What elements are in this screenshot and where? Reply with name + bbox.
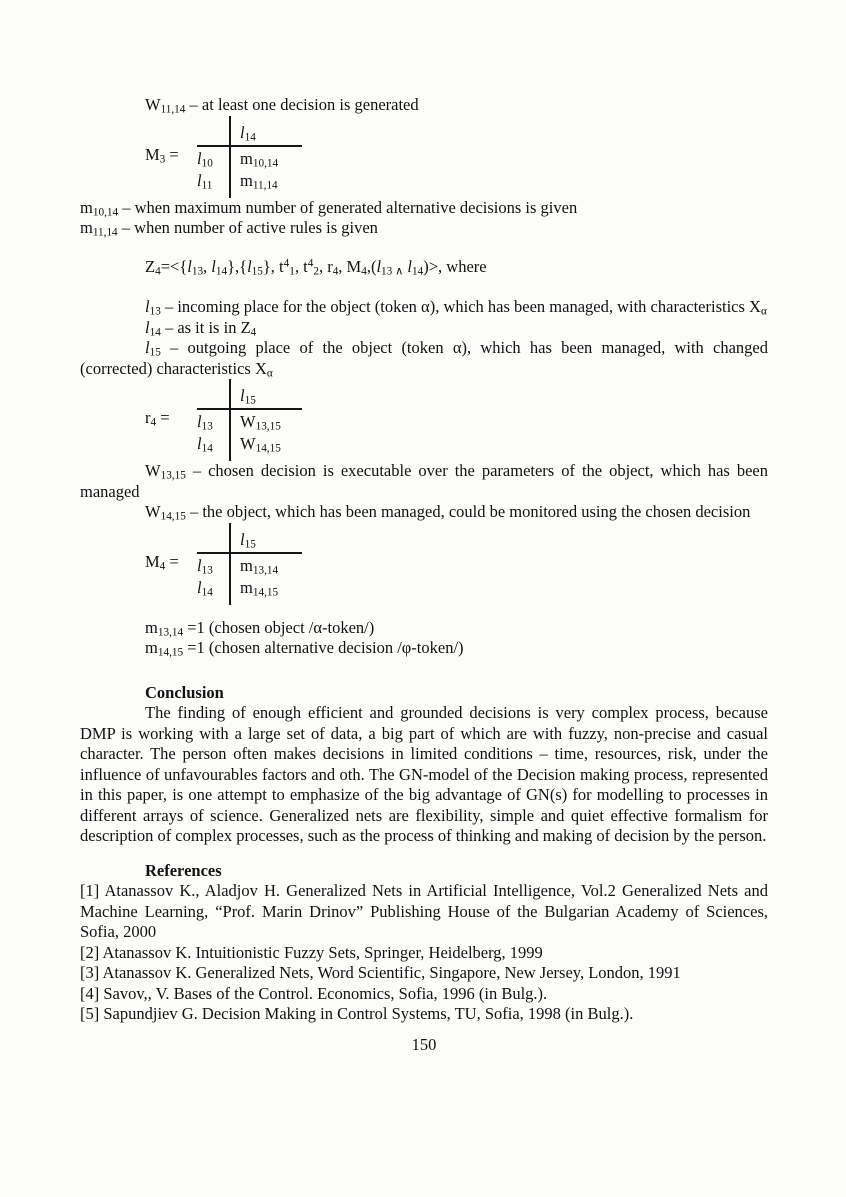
reference-item: [2] Atanassov K. Intuitionistic Fuzzy Sets, Springer, Heidelberg, 1999 (80, 942, 543, 962)
matrix-m4 (145, 523, 768, 605)
matrix-row (197, 146, 302, 169)
matrix-m3-label: $M_3$ = (145, 144, 179, 165)
page-number: 150 (411, 1034, 437, 1054)
reference-item: [3] Atanassov K. Generalized Nets, Word Scientific, Singapore, New Jersey, London, 1991 (80, 963, 681, 982)
w14-15-description: $W_{14,15}$ – the object, which has been managed, could be monitored using the chosen decision (145, 502, 751, 523)
references-list (80, 881, 768, 1025)
matrix-col-header: $l_{15}$ (230, 379, 302, 409)
matrix-row-value: $W_{13,15}$ (230, 409, 302, 432)
matrix-r4-table (197, 379, 302, 461)
matrix-row-place: $l_{10}$ (197, 148, 213, 169)
matrix-row-value: $m_{10,14}$ (230, 146, 302, 169)
l13-description: $l_{13}$ – incoming place for the object (token α), which has been managed, with characteristics $X_\alpha$ (145, 297, 767, 318)
reference-item: [4] Savov,, V. Bases of the Control. Economics, Sofia, 1996 (in Bulg.). (80, 983, 548, 1003)
l15-description: $l_{15}$ – outgoing place of the object (token α), which has been managed, with changed (corrected) characteristics $X_\alpha$ (80, 338, 768, 379)
matrix-header-row (197, 116, 302, 146)
reference-item: [5] Sapundjiev G. Decision Making in Control Systems, TU, Sofia, 1998 (in Bulg.). (80, 1004, 634, 1023)
matrix-m4-label: $M_4$ = (145, 551, 179, 572)
matrix-rule-extension (197, 598, 302, 605)
matrix-row (197, 169, 302, 191)
matrix-col-header: $l_{15}$ (230, 523, 302, 553)
matrix-row-value: $W_{14,15}$ (230, 432, 302, 454)
matrix-header-corner (197, 116, 230, 146)
matrix-row (197, 432, 302, 454)
matrix-row-place: $l_{11}$ (197, 170, 213, 191)
matrix-m3-table (197, 116, 302, 198)
matrix-row-place: $l_{14}$ (197, 577, 213, 598)
matrix-row (197, 409, 302, 432)
matrix-row-place: $l_{13}$ (197, 412, 213, 433)
matrix-col-header: $l_{14}$ (230, 116, 302, 146)
l14-description: $l_{14}$ – as it is in $Z_4$ (145, 317, 257, 338)
matrix-header-row (197, 523, 302, 553)
matrix-rule-extension (197, 454, 302, 461)
matrix-m3 (145, 116, 768, 198)
w11-14-definition: $W_{11,14}$ – at least one decision is generated (145, 95, 419, 116)
m10-14-definition: $m_{10,14}$ – when maximum number of generated alternative decisions is given (80, 197, 578, 218)
w13-15-description: $W_{13,15}$ – chosen decision is executable over the parameters of the object, which has been managed (80, 461, 768, 501)
matrix-row (197, 576, 302, 598)
matrix-row-value: $m_{13,14}$ (230, 553, 302, 576)
matrix-header-corner (197, 379, 230, 409)
matrix-row (197, 553, 302, 576)
matrix-row-place: $l_{13}$ (197, 555, 213, 576)
reference-item: [1] Atanassov K., Aladjov H. Generalized Nets in Artificial Intelligence, Vol.2 Generalized Nets and Machine Learning, “Prof. Marin Drinov” Publishing House of the Bulgarian Academy of Sciences, Sofia, 2000 (80, 881, 768, 941)
matrix-r4-label: $r_4$ = (145, 408, 170, 429)
m11-14-definition: $m_{11,14}$ – when number of active rules is given (80, 218, 378, 239)
matrix-header-row (197, 379, 302, 409)
references-heading: References (145, 860, 222, 880)
conclusion-heading: Conclusion (145, 682, 224, 702)
matrix-rule-extension (197, 191, 302, 198)
m13-14-value: $m_{13,14} =1$ (chosen object /α-token/) (145, 617, 375, 638)
matrix-row-value: $m_{14,15}$ (230, 576, 302, 598)
matrix-r4 (145, 379, 768, 461)
matrix-row-value: $m_{11,14}$ (230, 169, 302, 191)
matrix-row-place: $l_{14}$ (197, 434, 213, 455)
matrix-header-corner (197, 523, 230, 553)
m14-15-value: $m_{14,15} =1$ (chosen alternative decision /φ-token/) (145, 638, 464, 659)
conclusion-paragraph: The finding of enough efficient and grounded decisions is very complex process, because DMP is working with a large set of data, a big part of which are with fuzzy, non-precise and casual character. The person often makes decisions in limited conditions – time, resources, risk, under the influence of unfavourables factors and oth. The GN-model of the Decision making process, represented in this paper, is one attempt to emphasize of the big advantage of GN(s) for modelling to processes in different arrays of science. Generalized nets are flexibility, simple and quiet effective formalism for description of complex processes, such as the process of thinking and making of decision by the person. (80, 703, 768, 845)
matrix-m4-table (197, 523, 302, 605)
z4-definition: $Z_4=<\{l_{13}$, $l_{14}\},\{l_{15}\}$, $t^4_1$, $t^4_2$, $r_4$, $M_4,(l_{13 \wedge}$ $l_{14})>$, where (145, 256, 487, 277)
